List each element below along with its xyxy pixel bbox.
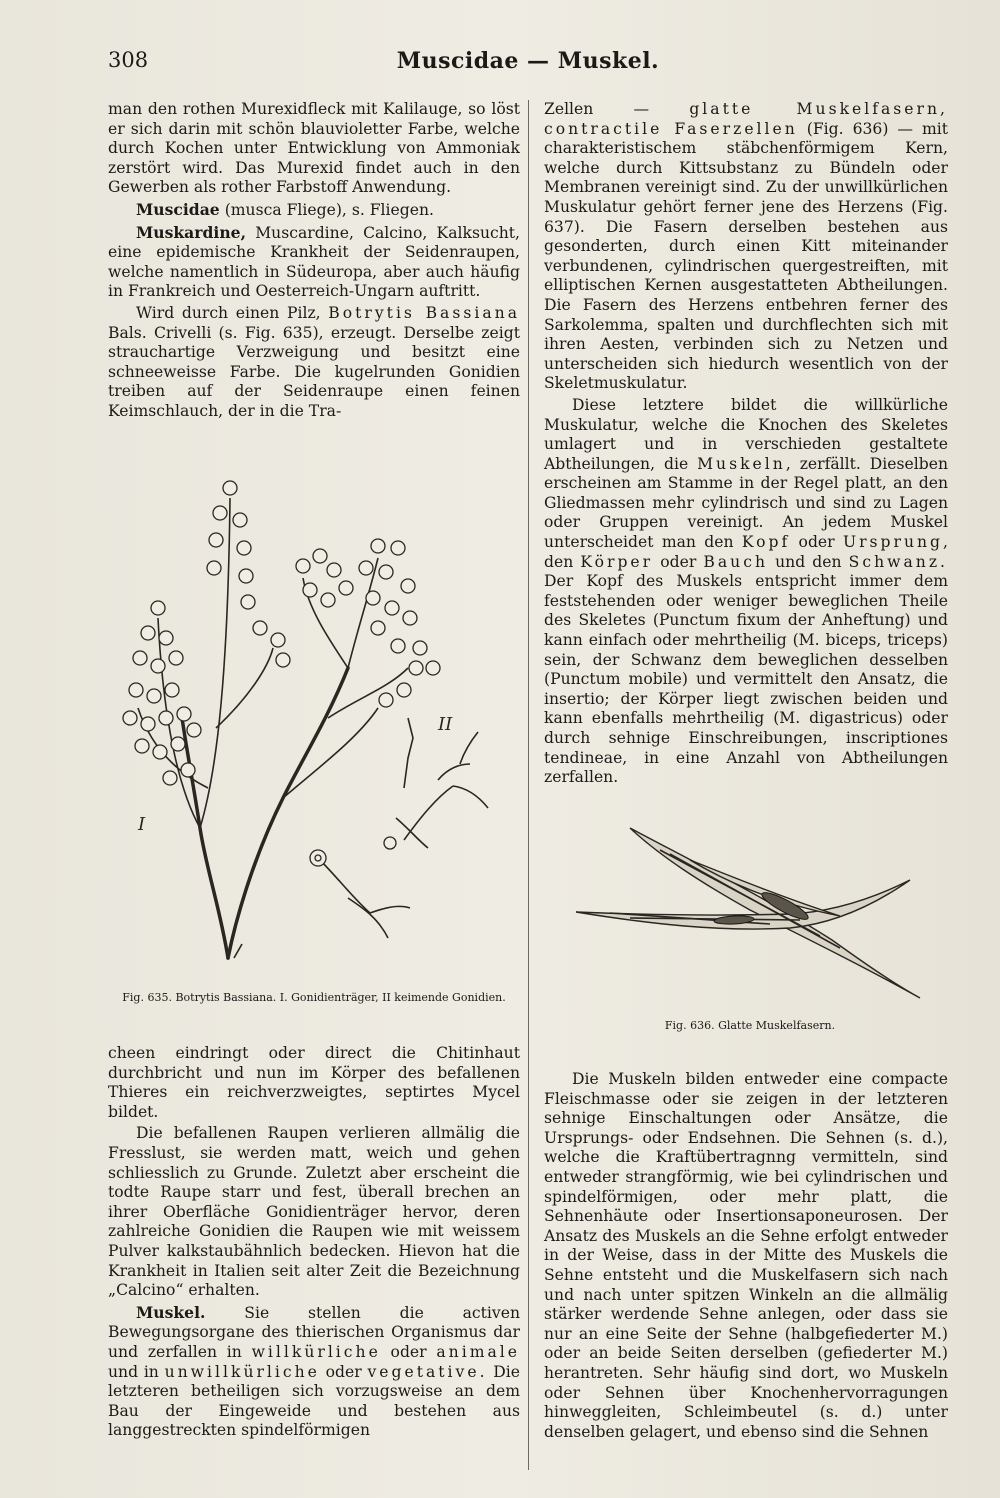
figure-635-caption: Fig. 635. Botrytis Bassiana. I. Gonidienträger, II keimende Gonidien. <box>122 991 506 1004</box>
left-column-bottom <box>108 1044 520 1443</box>
headword-muscidae: Muscidae <box>136 199 220 219</box>
entry-muskel: Muskel. Sie stellen die activen Bewegungsorgane des thierischen Organismus dar und zerfallen in willkürliche oder animale und in unwillkürliche oder vegetative. Die letzteren betheiligen sich vorzugsweise an dem Bau der Eingeweide und bestehen aus langgestreckten spindelförmigen <box>108 1302 521 1440</box>
page-header <box>108 44 948 84</box>
smooth-muscle-illustration <box>570 820 940 1000</box>
botrytis-illustration <box>108 468 520 988</box>
germinating-gonidia <box>310 718 488 938</box>
page-number: 308 <box>108 48 149 72</box>
figure-636-muscle-fibres <box>570 820 940 1000</box>
column-divider <box>528 100 529 1470</box>
left-column-top <box>108 100 520 424</box>
running-head: Muscidae — Muskel. <box>396 48 660 74</box>
entry-muskardine: Muskardine, Muscardine, Calcino, Kalksucht, eine epidemische Krankheit der Seidenraupen, welche namentlich in Südeuropa, aber auch häufig in Frankreich und Oesterreich-Ungarn auftritt. <box>108 222 520 301</box>
headword-muskel: Muskel. <box>136 1302 206 1322</box>
figure-label-II: II <box>438 714 453 735</box>
figure-636-caption: Fig. 636. Glatte Muskelfasern. <box>664 1019 836 1032</box>
paragraph-sehnen: Die Muskeln bilden entweder eine compacte Fleischmasse oder sie zeigen in der letzteren sehnige Einschaltungen oder Ansätze, die Ursprungs- oder Endsehnen. Die Sehnen (s. d.), welche die Kraftübertragnng vermitteln, sind entweder strangförmig, wie bei cylindrischen und spindelförmigen, oder mehr platt, die Sehnenhäute oder Insertionsaponeurosen. Der Ansatz des Muskels an die Sehne erfolgt entweder in der Weise, dass in der Mitte des Muskels die Sehne entsteht und die Muskelfasern sich nach und nach unter spitzen Winkeln an die allmälig stärker werdende Sehne anlegen, oder dass sie nur an eine Seite der Sehne (halbgefiederter M.) oder an beide Seiten derselben (gefiederter M.) herantreten. Sehr häufig sind dort, wo Muskeln oder Sehnen über Knochenhervorragungen hinweggleiten, Schleimbeutel (s. d.) unter denselben gelagert, und ebenso sind die Sehnen <box>544 1070 948 1441</box>
paragraph-raupen: Die befallenen Raupen verlieren allmälig die Fresslust, sie werden matt, weich und gehen schliesslich zu Grunde. Zuletzt aber erscheint die todte Raupe starr und fest, überall brechen an ihrer Oberfläche Gonidienträger hervor, deren zahlreiche Gonidien die Raupen wie mit weissem Pulver kalkstaubähnlich bedecken. Hievon hat die Krankheit in Italien seit alter Zeit die Bezeichnung „Calcino“ erhalten. <box>108 1124 520 1300</box>
figure-635-botrytis <box>108 468 520 988</box>
entry-muscidae: Muscidae (musca Fliege), s. Fliegen. <box>136 199 434 219</box>
headword-muskardine: Muskardine, <box>136 222 247 242</box>
paragraph-skeletmuskulatur: Diese letztere bildet die willkürliche Muskulatur, welche die Knochen des Skeletes umlagert und in verschieden gestaltete Abtheilungen, die Muskeln, zerfällt. Dieselben erscheinen am Stamme in der Regel platt, an den Gliedmassen mehr cylindrisch und sind zu Lagen oder Gruppen vereinigt. An jedem Muskel unterscheidet man den Kopf oder Ursprung, den Körper oder Bauch und den Schwanz. Der Kopf des Muskels entspricht immer dem feststehenden oder weniger beweglichen Theile des Skeletes (Punctum fixum der Anheftung) und kann einfach oder mehrtheilig (M. biceps, triceps) sein, der Schwanz dem beweglichen desselben (Punctum mobile) und vermittelt den Ansatz, die insertio; der Körper liegt zwischen beiden und kann ebenfalls mehrtheilig (M. digastricus) oder durch sehnige Einschreibungen, inscriptiones tendineae, in eine Anzahl von Abtheilungen zerfallen. <box>544 395 949 787</box>
paragraph-murexid: man den rothen Murexidfleck mit Kalilauge, so löst er sich darin mit schön blauvioletter Farbe, welche durch Kochen unter Entwicklung von Ammoniak zerstört wird. Das Murexid findet auch in den Gewerben als rother Farbstoff Anwendung. <box>108 100 520 197</box>
right-column-bottom <box>544 1070 948 1444</box>
paragraph-glatte-muskelfasern: Zellen — glatte Muskelfasern, contractile Faserzellen (Fig. 636) — mit charakteristischem stäbchenförmigem Kern, welche durch Kittsubstanz zu Bündeln oder Membranen vereinigt sind. Zu der unwillkürlichen Muskulatur gehört ferner jene des Herzens (Fig. 637). Die Fasern derselben bestehen aus gesonderten, durch einen Kitt miteinander verbundenen, cylindrischen quergestreiften, mit elliptischen Kernen ausgestatteten Abtheilungen. Die Fasern des Herzens entbehren ferner des Sarkolemma, spalten und durchflechten sich mit ihren Aesten, verbinden sich zu Netzen und unterscheiden sich hiedurch wesentlich von der Skeletmuskulatur. <box>544 100 948 393</box>
paragraph-botrytis: Wird durch einen Pilz, Botrytis Bassiana Bals. Crivelli (s. Fig. 635), erzeugt. Derselbe zeigt strauchartige Verzweigung und besitzt eine schneeweisse Farbe. Die kugelrunden Gonidien treiben auf der Seidenraupe einen feinen Keimschlauch, der in die Tra- <box>108 303 520 420</box>
paragraph-chitinhaut: cheen eindringt oder direct die Chitinhaut durchbricht und nun im Körper des befallenen Thieres ein reichverzweigtes, septirtes Mycel bildet. <box>108 1044 520 1121</box>
figure-label-I: I <box>138 814 146 835</box>
right-column-top <box>544 100 948 790</box>
